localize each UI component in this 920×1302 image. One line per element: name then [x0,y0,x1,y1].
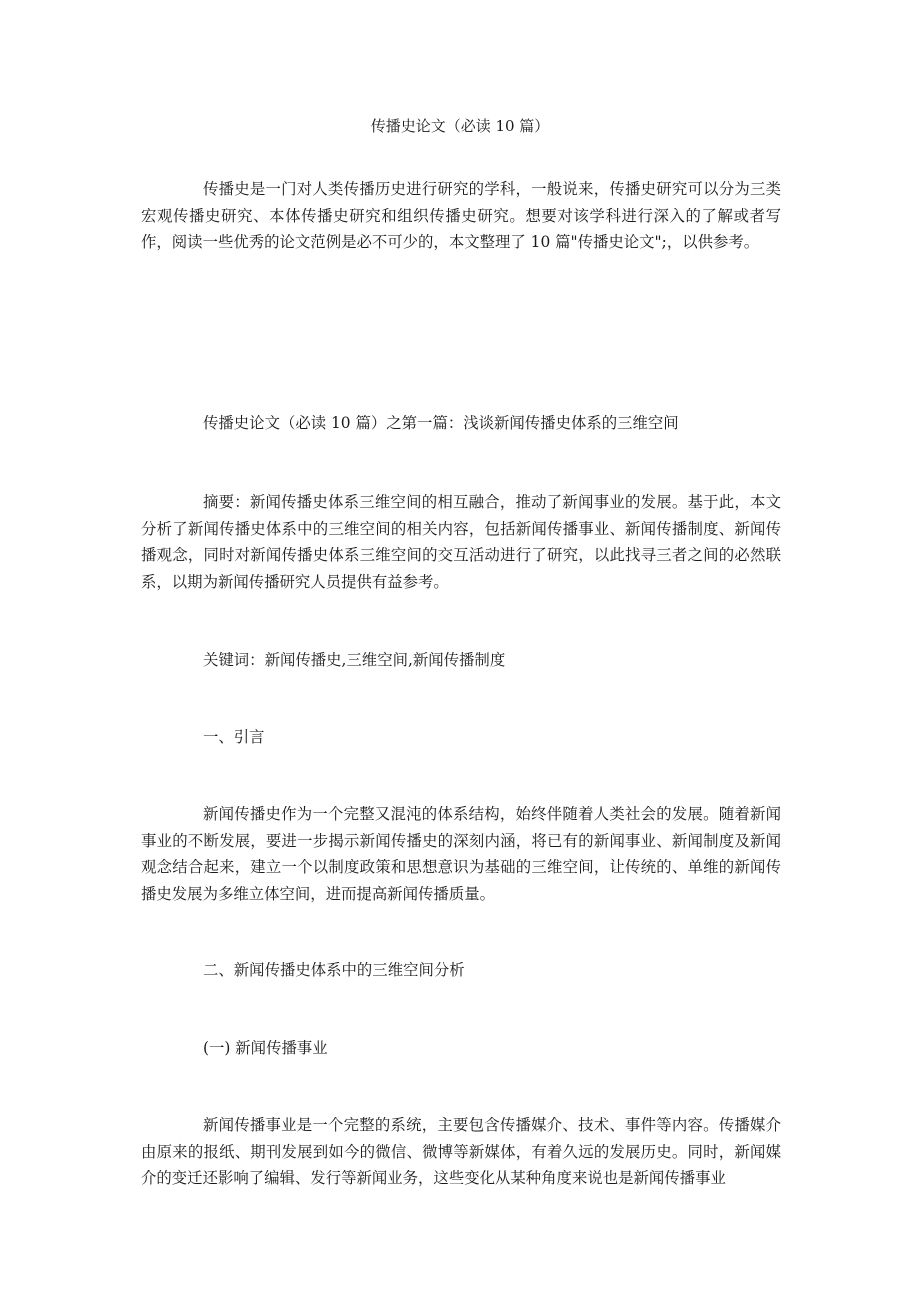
article-title: 传播史论文（必读 10 篇）之第一篇：浅谈新闻传播史体系的三维空间 [203,414,679,432]
subsection-heading-news-industry: (一) 新闻传播事业 [203,1039,328,1057]
keywords-line: 关键词：新闻传播史,三维空间,新闻传播制度 [203,651,506,669]
news-industry-paragraph: 新闻传播事业是一个完整的系统，主要包含传播媒介、技术、事件等内容。传播媒介由原来的报纸、期刊发展到如今的微信、微博等新媒体，有着久远的发展历史。同时，新闻媒介的变迁还影响了编辑、发行等新闻业务，这些变化从某种角度来说也是新闻传播事业 [141,1116,781,1187]
document-title: 传播史论文（必读 10 篇） [370,117,550,135]
introduction-paragraph: 新闻传播史作为一个完整又混沌的体系结构，始终伴随着人类社会的发展。随着新闻事业的不断发展，要进一步揭示新闻传播史的深刻内涵，将已有的新闻事业、新闻制度及新闻观念结合起来，建立一个以制度政策和思想意识为基础的三维空间，让传统的、单维的新闻传播史发展为多维立体空间，进而提高新闻传播质量。 [141,805,781,903]
intro-paragraph: 传播史是一门对人类传播历史进行研究的学科，一般说来，传播史研究可以分为三类 宏观传播史研究、本体传播史研究和组织传播史研究。想要对该学科进行深入的了解或者写作，阅读一些优秀的论文范例是必不可少的，本文整理了 10 篇"传播史论文";，以供参考。 [141,180,781,251]
section-heading-introduction: 一、引言 [203,728,265,746]
section-heading-analysis: 二、新闻传播史体系中的三维空间分析 [203,961,465,979]
abstract-paragraph: 摘要：新闻传播史体系三维空间的相互融合，推动了新闻事业的发展。基于此，本文分析了新闻传播史体系中的三维空间的相关内容，包括新闻传播事业、新闻传播制度、新闻传播观念，同时对新闻传播史体系三维空间的交互活动进行了研究，以此找寻三者之间的必然联系，以期为新闻传播研究人员提供有益参考。 [141,493,781,591]
